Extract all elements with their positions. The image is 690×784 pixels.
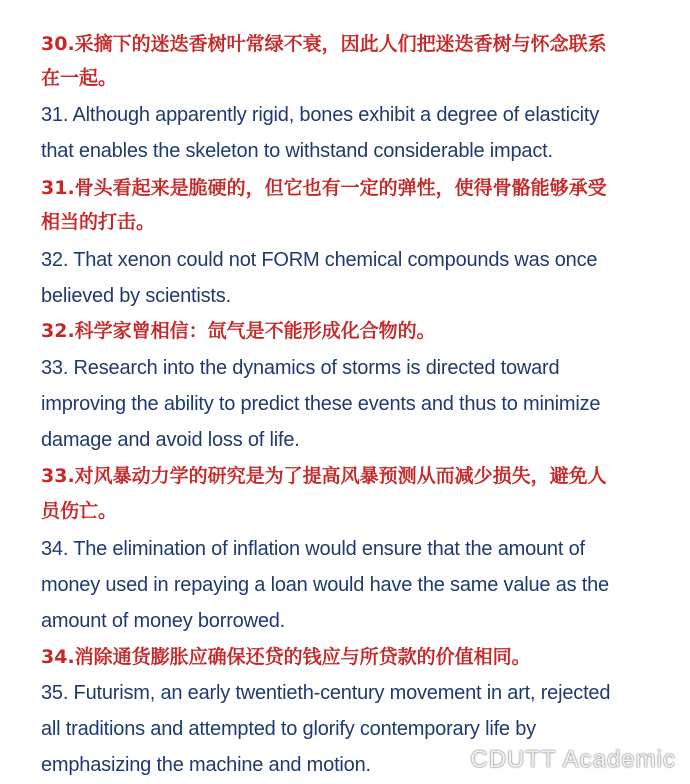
en-sentence-35-line-2: all traditions and attempted to glorify contemporary life by (41, 718, 536, 740)
en-sentence-32-line-1: 32. That xenon could not FORM chemical compounds was once (41, 249, 598, 271)
en-sentence-31-line-1: 31. Although apparently rigid, bones exhibit a degree of elasticity (41, 104, 600, 126)
cn-translation-31-line-2: 相当的打击。 (41, 211, 156, 233)
en-sentence-33-line-3: damage and avoid loss of life. (41, 429, 300, 451)
cn-translation-32-line-1: 32.科学家曾相信：氙气是不能形成化合物的。 (41, 320, 436, 342)
en-sentence-33-line-2: improving the ability to predict these events and thus to minimize (41, 393, 601, 415)
watermark: CDUTT Academic (470, 746, 676, 773)
en-sentence-31-line-2: that enables the skeleton to withstand considerable impact. (41, 140, 553, 162)
en-sentence-32-line-2: believed by scientists. (41, 285, 231, 307)
en-sentence-35-line-3: emphasizing the machine and motion. (41, 754, 371, 776)
en-sentence-34-line-2: money used in repaying a loan would have the same value as the (41, 574, 609, 596)
cn-translation-33-line-2: 员伤亡。 (41, 500, 118, 522)
cn-translation-34-line-1: 34.消除通货膨胀应确保还贷的钱应与所贷款的价值相同。 (41, 646, 531, 668)
en-sentence-34-line-1: 34. The elimination of inflation would ensure that the amount of (41, 538, 585, 560)
cn-translation-33-line-1: 33.对风暴动力学的研究是为了提高风暴预测从而减少损失，避免人 (41, 465, 607, 487)
cn-translation-30-line-2: 在一起。 (41, 67, 118, 89)
en-sentence-33-line-1: 33. Research into the dynamics of storms is directed toward (41, 357, 560, 379)
en-sentence-35-line-1: 35. Futurism, an early twentieth-century movement in art, rejected (41, 682, 611, 704)
cn-translation-30-line-1: 30.采摘下的迷迭香树叶常绿不衰，因此人们把迷迭香树与怀念联系 (41, 33, 607, 55)
cn-translation-31-line-1: 31.骨头看起来是脆硬的，但它也有一定的弹性，使得骨骼能够承受 (41, 177, 607, 199)
en-sentence-34-line-3: amount of money borrowed. (41, 610, 286, 632)
